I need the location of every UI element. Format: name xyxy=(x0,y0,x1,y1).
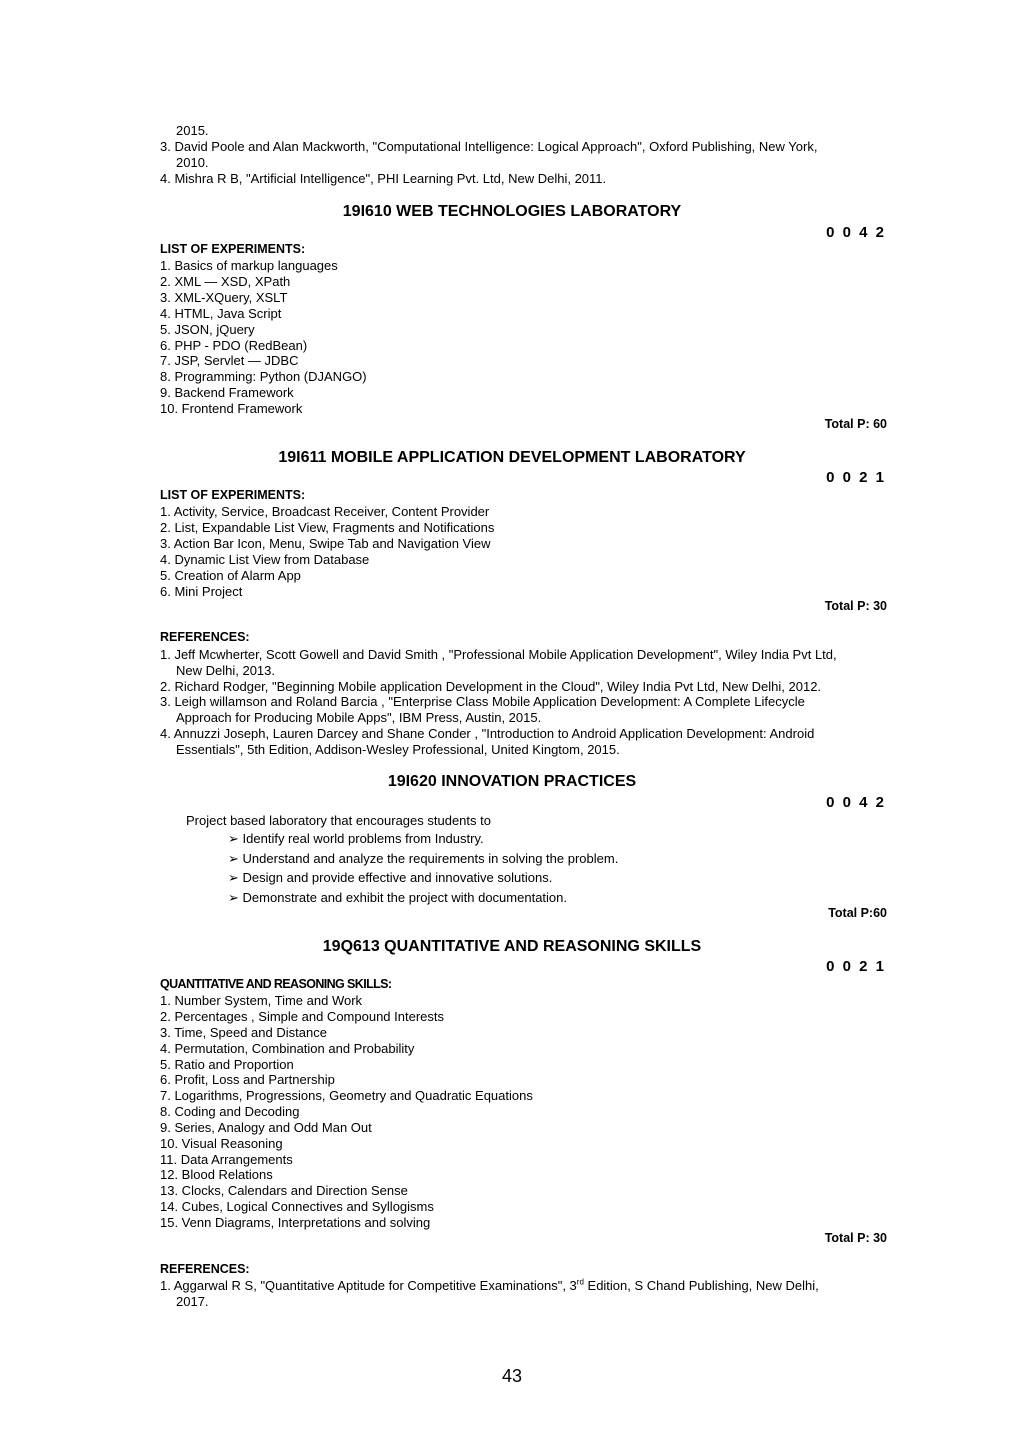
references-heading-mobile: REFERENCES: xyxy=(160,630,250,644)
arrow-bullet-icon: ➢ xyxy=(228,870,239,885)
experiment-item: 9. Backend Framework xyxy=(160,385,294,400)
innovation-intro: Project based laboratory that encourages students to xyxy=(186,813,491,828)
reference-continuation: 2017. xyxy=(176,1294,209,1309)
experiment-item: 10. Frontend Framework xyxy=(160,401,303,416)
bullet-text: Understand and analyze the requirements in solving the problem. xyxy=(242,851,619,866)
topic-item: 1. Number System, Time and Work xyxy=(160,993,363,1008)
reference-continuation: Essentials", 5th Edition, Addison-Wesley Professional, United Kingtom, 2015. xyxy=(176,742,620,757)
page-number: 43 xyxy=(501,1366,523,1386)
references-heading-quant: REFERENCES: xyxy=(160,1262,250,1276)
ltp-credits-mobile: 0 0 2 1 xyxy=(826,469,886,486)
reference-item: 3. David Poole and Alan Mackworth, "Computational Intelligence: Logical Approach", Oxford Publishing, New York, xyxy=(160,139,818,154)
topic-item: 8. Coding and Decoding xyxy=(160,1104,300,1119)
topic-item: 3. Time, Speed and Distance xyxy=(160,1025,327,1040)
arrow-bullet-icon: ➢ xyxy=(228,890,239,905)
experiment-item: 6. Mini Project xyxy=(160,584,243,599)
experiment-item: 4. Dynamic List View from Database xyxy=(160,552,370,567)
bullet-item xyxy=(228,890,567,906)
arrow-bullet-icon: ➢ xyxy=(228,851,239,866)
ordinal-suffix: rd xyxy=(576,1277,584,1287)
course-title-quant: 19Q613 QUANTITATIVE AND REASONING SKILLS xyxy=(322,938,702,955)
course-title-innovation: 19I620 INNOVATION PRACTICES xyxy=(387,773,637,790)
ltp-credits-web: 0 0 4 2 xyxy=(826,224,886,241)
course-title-web: 19I610 WEB TECHNOLOGIES LABORATORY xyxy=(342,203,682,220)
topic-item: 15. Venn Diagrams, Interpretations and solving xyxy=(160,1215,431,1230)
reference-continuation: New Delhi, 2013. xyxy=(176,663,275,678)
experiment-item: 1. Activity, Service, Broadcast Receiver, Content Provider xyxy=(160,504,490,519)
topic-item: 10. Visual Reasoning xyxy=(160,1136,283,1151)
list-heading-quant: QUANTITATIVE AND REASONING SKILLS: xyxy=(160,977,392,991)
reference-item: 4. Mishra R B, "Artificial Intelligence", PHI Learning Pvt. Ltd, New Delhi, 2011. xyxy=(160,171,607,186)
ltp-credits-innovation: 0 0 4 2 xyxy=(826,794,886,811)
reference-item: 3. Leigh willamson and Roland Barcia , "Enterprise Class Mobile Application Development: A Complete Lifecycle xyxy=(160,694,805,709)
experiment-item: 6. PHP - PDO (RedBean) xyxy=(160,338,308,353)
reference-continuation: 2010. xyxy=(176,155,209,170)
bullet-item xyxy=(228,870,552,886)
experiment-item: 1. Basics of markup languages xyxy=(160,258,338,273)
bullet-text: Design and provide effective and innovative solutions. xyxy=(242,870,553,885)
experiment-item: 8. Programming: Python (DJANGO) xyxy=(160,369,367,384)
total-periods-mobile: Total P: 30 xyxy=(824,599,887,613)
total-periods-web: Total P: 60 xyxy=(824,417,887,431)
reference-item: 4. Annuzzi Joseph, Lauren Darcey and Shane Conder , "Introduction to Android Application Development: Android xyxy=(160,726,815,741)
experiment-item: 3. XML-XQuery, XSLT xyxy=(160,290,288,305)
course-title-mobile: 19I611 MOBILE APPLICATION DEVELOPMENT LABORATORY xyxy=(278,449,746,466)
topic-item: 13. Clocks, Calendars and Direction Sense xyxy=(160,1183,408,1198)
topic-item: 9. Series, Analogy and Odd Man Out xyxy=(160,1120,372,1135)
bullet-item xyxy=(228,851,618,867)
bullet-text: Identify real world problems from Industry. xyxy=(242,831,484,846)
arrow-bullet-icon: ➢ xyxy=(228,831,239,846)
topic-item: 11. Data Arrangements xyxy=(160,1152,293,1167)
reference-continuation: Approach for Producing Mobile Apps", IBM Press, Austin, 2015. xyxy=(176,710,542,725)
topic-item: 4. Permutation, Combination and Probability xyxy=(160,1041,415,1056)
list-heading-mobile: LIST OF EXPERIMENTS: xyxy=(160,488,306,502)
list-heading-web: LIST OF EXPERIMENTS: xyxy=(160,242,306,256)
topic-item: 7. Logarithms, Progressions, Geometry and Quadratic Equations xyxy=(160,1088,533,1103)
reference-item: 2. Richard Rodger, "Beginning Mobile application Development in the Cloud", Wiley India Pvt Ltd, New Delhi, 2012. xyxy=(160,679,822,694)
topic-item: 5. Ratio and Proportion xyxy=(160,1057,294,1072)
experiment-item: 3. Action Bar Icon, Menu, Swipe Tab and Navigation View xyxy=(160,536,491,551)
reference-continuation: 2015. xyxy=(176,123,209,138)
reference-item: 1. Jeff Mcwherter, Scott Gowell and David Smith , "Professional Mobile Application Development", Wiley India Pvt Ltd, xyxy=(160,647,837,662)
experiment-item: 5. Creation of Alarm App xyxy=(160,568,301,583)
experiment-item: 2. List, Expandable List View, Fragments and Notifications xyxy=(160,520,495,535)
topic-item: 14. Cubes, Logical Connectives and Syllogisms xyxy=(160,1199,434,1214)
experiment-item: 4. HTML, Java Script xyxy=(160,306,282,321)
experiment-item: 7. JSP, Servlet — JDBC xyxy=(160,353,299,368)
total-periods-quant: Total P: 30 xyxy=(824,1231,887,1245)
topic-item: 2. Percentages , Simple and Compound Interests xyxy=(160,1009,444,1024)
bullet-item xyxy=(228,831,484,847)
topic-item: 12. Blood Relations xyxy=(160,1167,273,1182)
bullet-text: Demonstrate and exhibit the project with documentation. xyxy=(242,890,567,905)
ltp-credits-quant: 0 0 2 1 xyxy=(826,958,886,975)
reference-text: Edition, S Chand Publishing, New Delhi, xyxy=(583,1278,819,1293)
total-periods-innovation: Total P:60 xyxy=(828,906,887,920)
reference-text: 1. Aggarwal R S, "Quantitative Aptitude for Competitive Examinations", 3 xyxy=(160,1278,577,1293)
experiment-item: 5. JSON, jQuery xyxy=(160,322,255,337)
reference-item xyxy=(160,1278,819,1294)
topic-item: 6. Profit, Loss and Partnership xyxy=(160,1072,335,1087)
experiment-item: 2. XML — XSD, XPath xyxy=(160,274,291,289)
